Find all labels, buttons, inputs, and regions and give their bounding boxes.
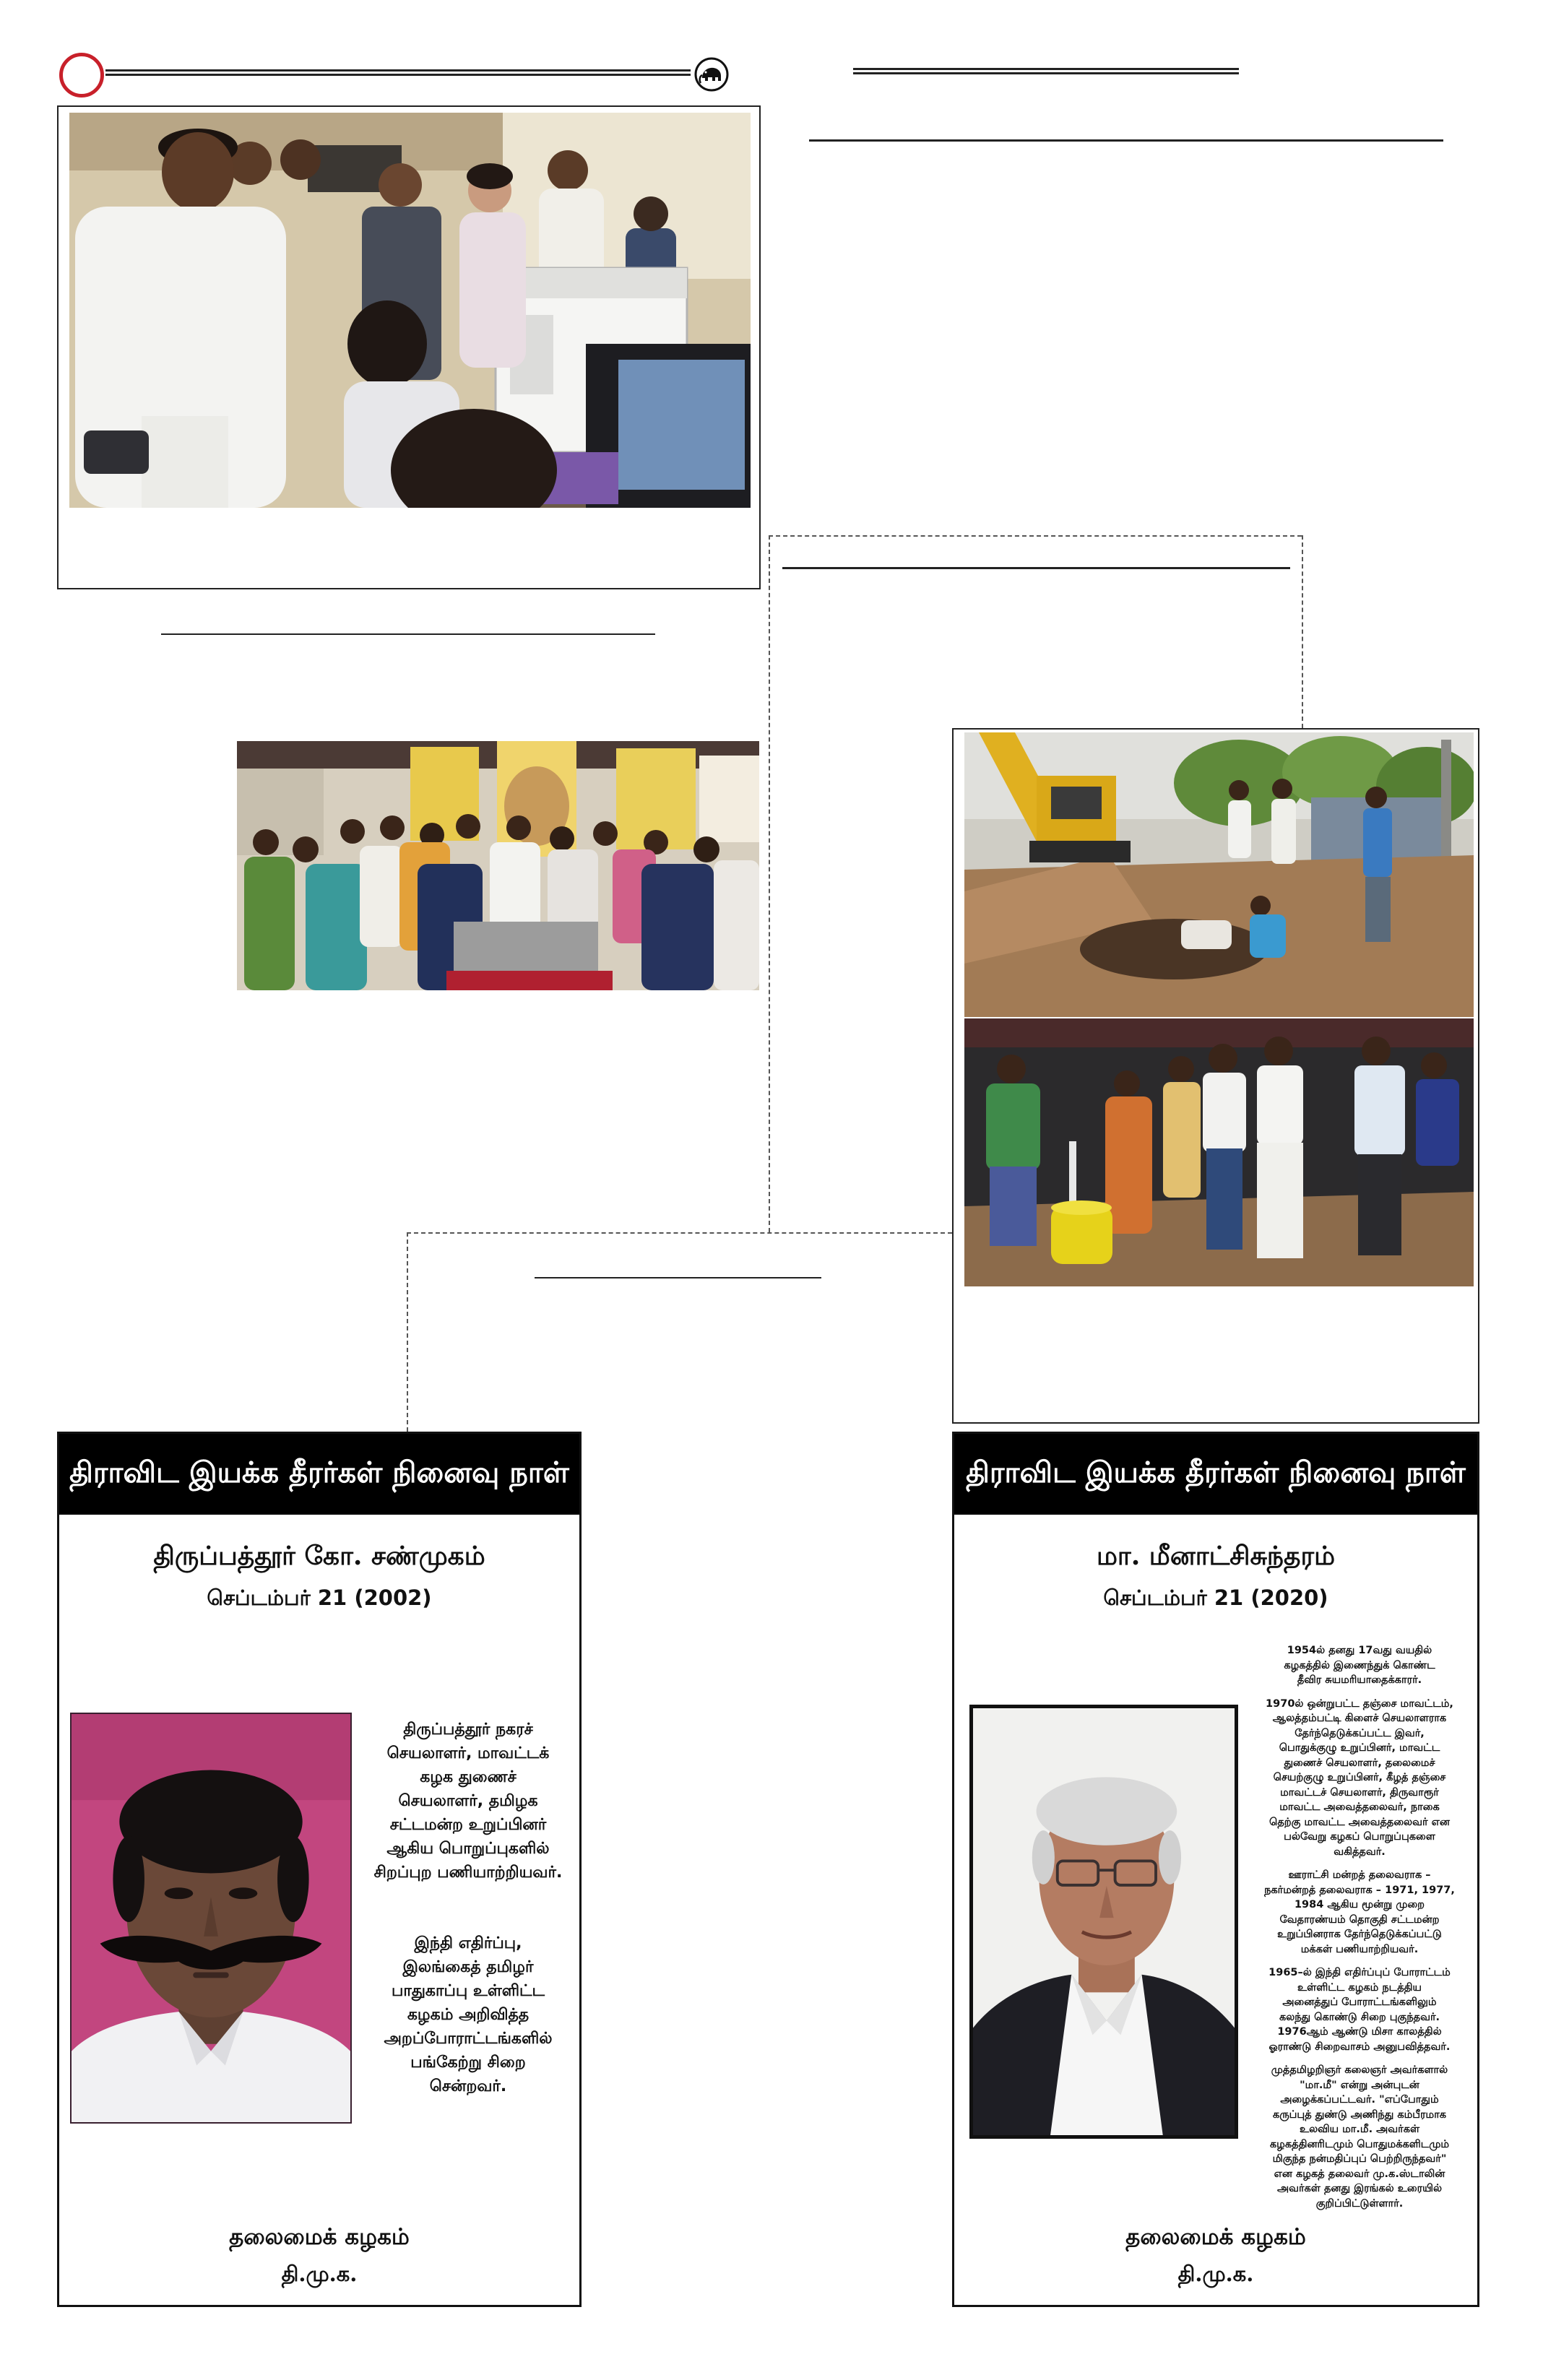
bio-line: செயலாளர், மாவட்டக் [386, 1744, 550, 1762]
memorial-notice [952, 1432, 1479, 2307]
emblem-icon [693, 56, 730, 92]
bio-line: செயலாளர், தமிழக [398, 1792, 538, 1810]
memorial-portrait [969, 1705, 1238, 2139]
memorial-notice [57, 1432, 582, 2307]
bio-line: சென்றவர். [429, 2077, 507, 2095]
bio-line: நகர்மன்றத் தலைவராக – 1971, 1977, [1264, 1884, 1455, 1896]
bio-line: உலவிய மா.மீ. அவர்கள் [1299, 2124, 1420, 2135]
photo-water-connection [964, 1018, 1474, 1286]
red-ring-icon [59, 53, 104, 98]
dotted-connector [407, 1232, 952, 1234]
bio-line: கருப்புத் துண்டு அணிந்து கம்பீரமாக [1272, 2108, 1447, 2121]
bio-line: "மா.மீ" என்று அன்புடன் [1300, 2079, 1419, 2091]
bio-line: கழகத்தினரிடமும் பொதுமக்களிடமும் [1269, 2138, 1450, 2150]
memorial-date: செப்டம்பர் 21 (2002) [207, 1585, 432, 1610]
bio-line: 1976ஆம் ஆண்டு மிசா காலத்தில் [1277, 2026, 1442, 2038]
bio-line: துணைச் செயலாளர், தலைமைச் [1284, 1757, 1435, 1769]
bio-line: 1984 ஆகிய மூன்று முறை [1294, 1899, 1425, 1911]
bio-paragraph [1243, 1697, 1476, 1860]
bio-paragraph [1243, 1965, 1476, 2054]
headline-rule [535, 1277, 821, 1278]
bio-line: ஓராண்டு சிறைவாசம் அனுபவித்தவர். [1268, 2041, 1451, 2053]
headline-rule [161, 633, 655, 635]
bio-line: மாவட்ட அவைத்தலைவர், நாகை [1279, 1801, 1440, 1813]
masthead-rule-left [105, 69, 691, 76]
bio-line: கழக துணைச் [420, 1768, 517, 1786]
photo-excavation [964, 732, 1474, 1017]
bio-paragraph [361, 1718, 575, 1884]
bio-line: பங்கேற்று சிறை [410, 2054, 526, 2072]
bio-line: மக்கள் பணியாற்றியவர். [1300, 1943, 1419, 1955]
footer-org: தலைமைக் கழகம் [229, 2224, 410, 2250]
masthead-rule-right [853, 68, 1239, 74]
bio-line: சிறப்புற பணியாற்றியவர். [373, 1864, 563, 1882]
dotted-connector [769, 535, 770, 1232]
bio-line: கழகம் அறிவித்த [407, 2006, 530, 2024]
bio-line: ஊராட்சி மன்றத் தலைவராக – [1288, 1869, 1431, 1881]
bio-line: வேதாரண்யம் தொகுதி சட்டமன்ற [1279, 1913, 1440, 1926]
bio-line: தீவிர சுயமரியாதைக்காரர். [1297, 1674, 1422, 1686]
memorial-bio [361, 1718, 575, 2098]
bio-line: உறுப்பினராக தேர்ந்தெடுக்கப்பட்டு [1277, 1929, 1442, 1940]
bio-line: இலங்கைத் தமிழர் [402, 1958, 534, 1976]
bio-paragraph [1243, 1868, 1476, 1957]
bio-line: அவர்கள் தனது இரங்கல் உரையில் [1276, 2183, 1443, 2194]
bio-line: பாதுகாப்பு உள்ளிட்ட [391, 1982, 545, 2000]
dotted-connector [769, 535, 1302, 537]
bio-line: தேர்ந்தெடுக்கப்பட்ட இவர், [1295, 1727, 1425, 1739]
bio-line: முத்தமிழறிஞர் கலைஞர் அவர்களால் [1271, 2064, 1448, 2076]
bio-line: கழகத்தில் இணைந்துக் கொண்ட [1284, 1659, 1435, 1671]
bio-line: அழைக்கப்பட்டவர். "எப்போதும் [1280, 2094, 1439, 2106]
bio-paragraph [361, 1931, 575, 2098]
bio-line: திருப்பத்தூர் நகரச் [403, 1721, 533, 1739]
footer-org: தலைமைக் கழகம் [1125, 2224, 1306, 2250]
headline-rule [782, 567, 1290, 569]
footer-party: தி.மு.க. [281, 2262, 358, 2286]
photo-lab-inspection [69, 113, 751, 508]
bio-line: சட்டமன்ற உறுப்பினர் [389, 1816, 547, 1834]
dotted-connector [1302, 535, 1303, 728]
bio-paragraph [1243, 2063, 1476, 2211]
bio-line: 1954ல் தனது 17வது வயதில் [1287, 1645, 1432, 1656]
bio-line: ஆலத்தம்பட்டி கிளைச் செயலாளராக [1272, 1713, 1447, 1724]
memorial-date: செப்டம்பர் 21 (2020) [1103, 1585, 1328, 1610]
bio-line: ஆகிய பொறுப்புகளில் [386, 1840, 550, 1858]
footer-party: தி.மு.க. [1177, 2262, 1254, 2286]
bio-line: 1965–ல் இந்தி எதிர்ப்புப் போராட்டம் [1268, 1967, 1451, 1978]
bio-line: செயற்குழு உறுப்பினர், கீழத் தஞ்சை [1273, 1772, 1446, 1783]
memorial-name: திருப்பத்தூர் கோ. சண்முகம் [153, 1541, 485, 1571]
bio-line: மாவட்டச் செயலாளர், திருவாரூர் [1280, 1786, 1439, 1799]
bio-line: அறப்போராட்டங்களில் [384, 2030, 553, 2048]
bio-line: வகித்தவர். [1334, 1845, 1386, 1858]
bio-line: கலந்து கொண்டு சிறை புகுந்தவர். [1279, 2011, 1440, 2023]
bio-line: பல்வேறு கழகப் பொறுப்புகளை [1284, 1831, 1435, 1843]
bio-line: என கழகத் தலைவர் மு.க.ஸ்டாலின் [1274, 2168, 1445, 2180]
bio-line: இந்தி எதிர்ப்பு, [414, 1934, 522, 1952]
memorial-banner: திராவிட இயக்க தீரர்கள் நினைவு நாள் [954, 1434, 1477, 1515]
bio-line: பொதுக்குழு உறுப்பினர், மாவட்ட [1279, 1742, 1440, 1754]
photo-distribution-event [237, 741, 759, 990]
bio-line: தெற்கு மாவட்ட அவைத்தலைவர் என [1269, 1816, 1450, 1828]
bio-line: 1970ல் ஒன்றுபட்ட தஞ்சை மாவட்டம், [1266, 1697, 1453, 1710]
memorial-banner: திராவிட இயக்க தீரர்கள் நினைவு நாள் [59, 1434, 579, 1515]
bio-paragraph [1243, 1643, 1476, 1688]
headline-rule [809, 139, 1443, 142]
bio-line: குறிப்பிட்டுள்ளார். [1315, 2197, 1404, 2210]
bio-line: அனைத்துப் போராட்டங்களிலும் [1282, 1996, 1437, 2008]
bio-line: உள்ளிட்ட கழகம் நடத்திய [1297, 1981, 1422, 1994]
memorial-bio [1243, 1643, 1476, 2211]
memorial-name: மா. மீனாட்சிசுந்தரம் [1096, 1541, 1336, 1571]
bio-line: மிகுந்த நன்மதிப்புப் பெற்றிருந்தவர்" [1272, 2153, 1447, 2165]
dotted-connector [407, 1232, 408, 1432]
memorial-portrait [70, 1713, 352, 2124]
